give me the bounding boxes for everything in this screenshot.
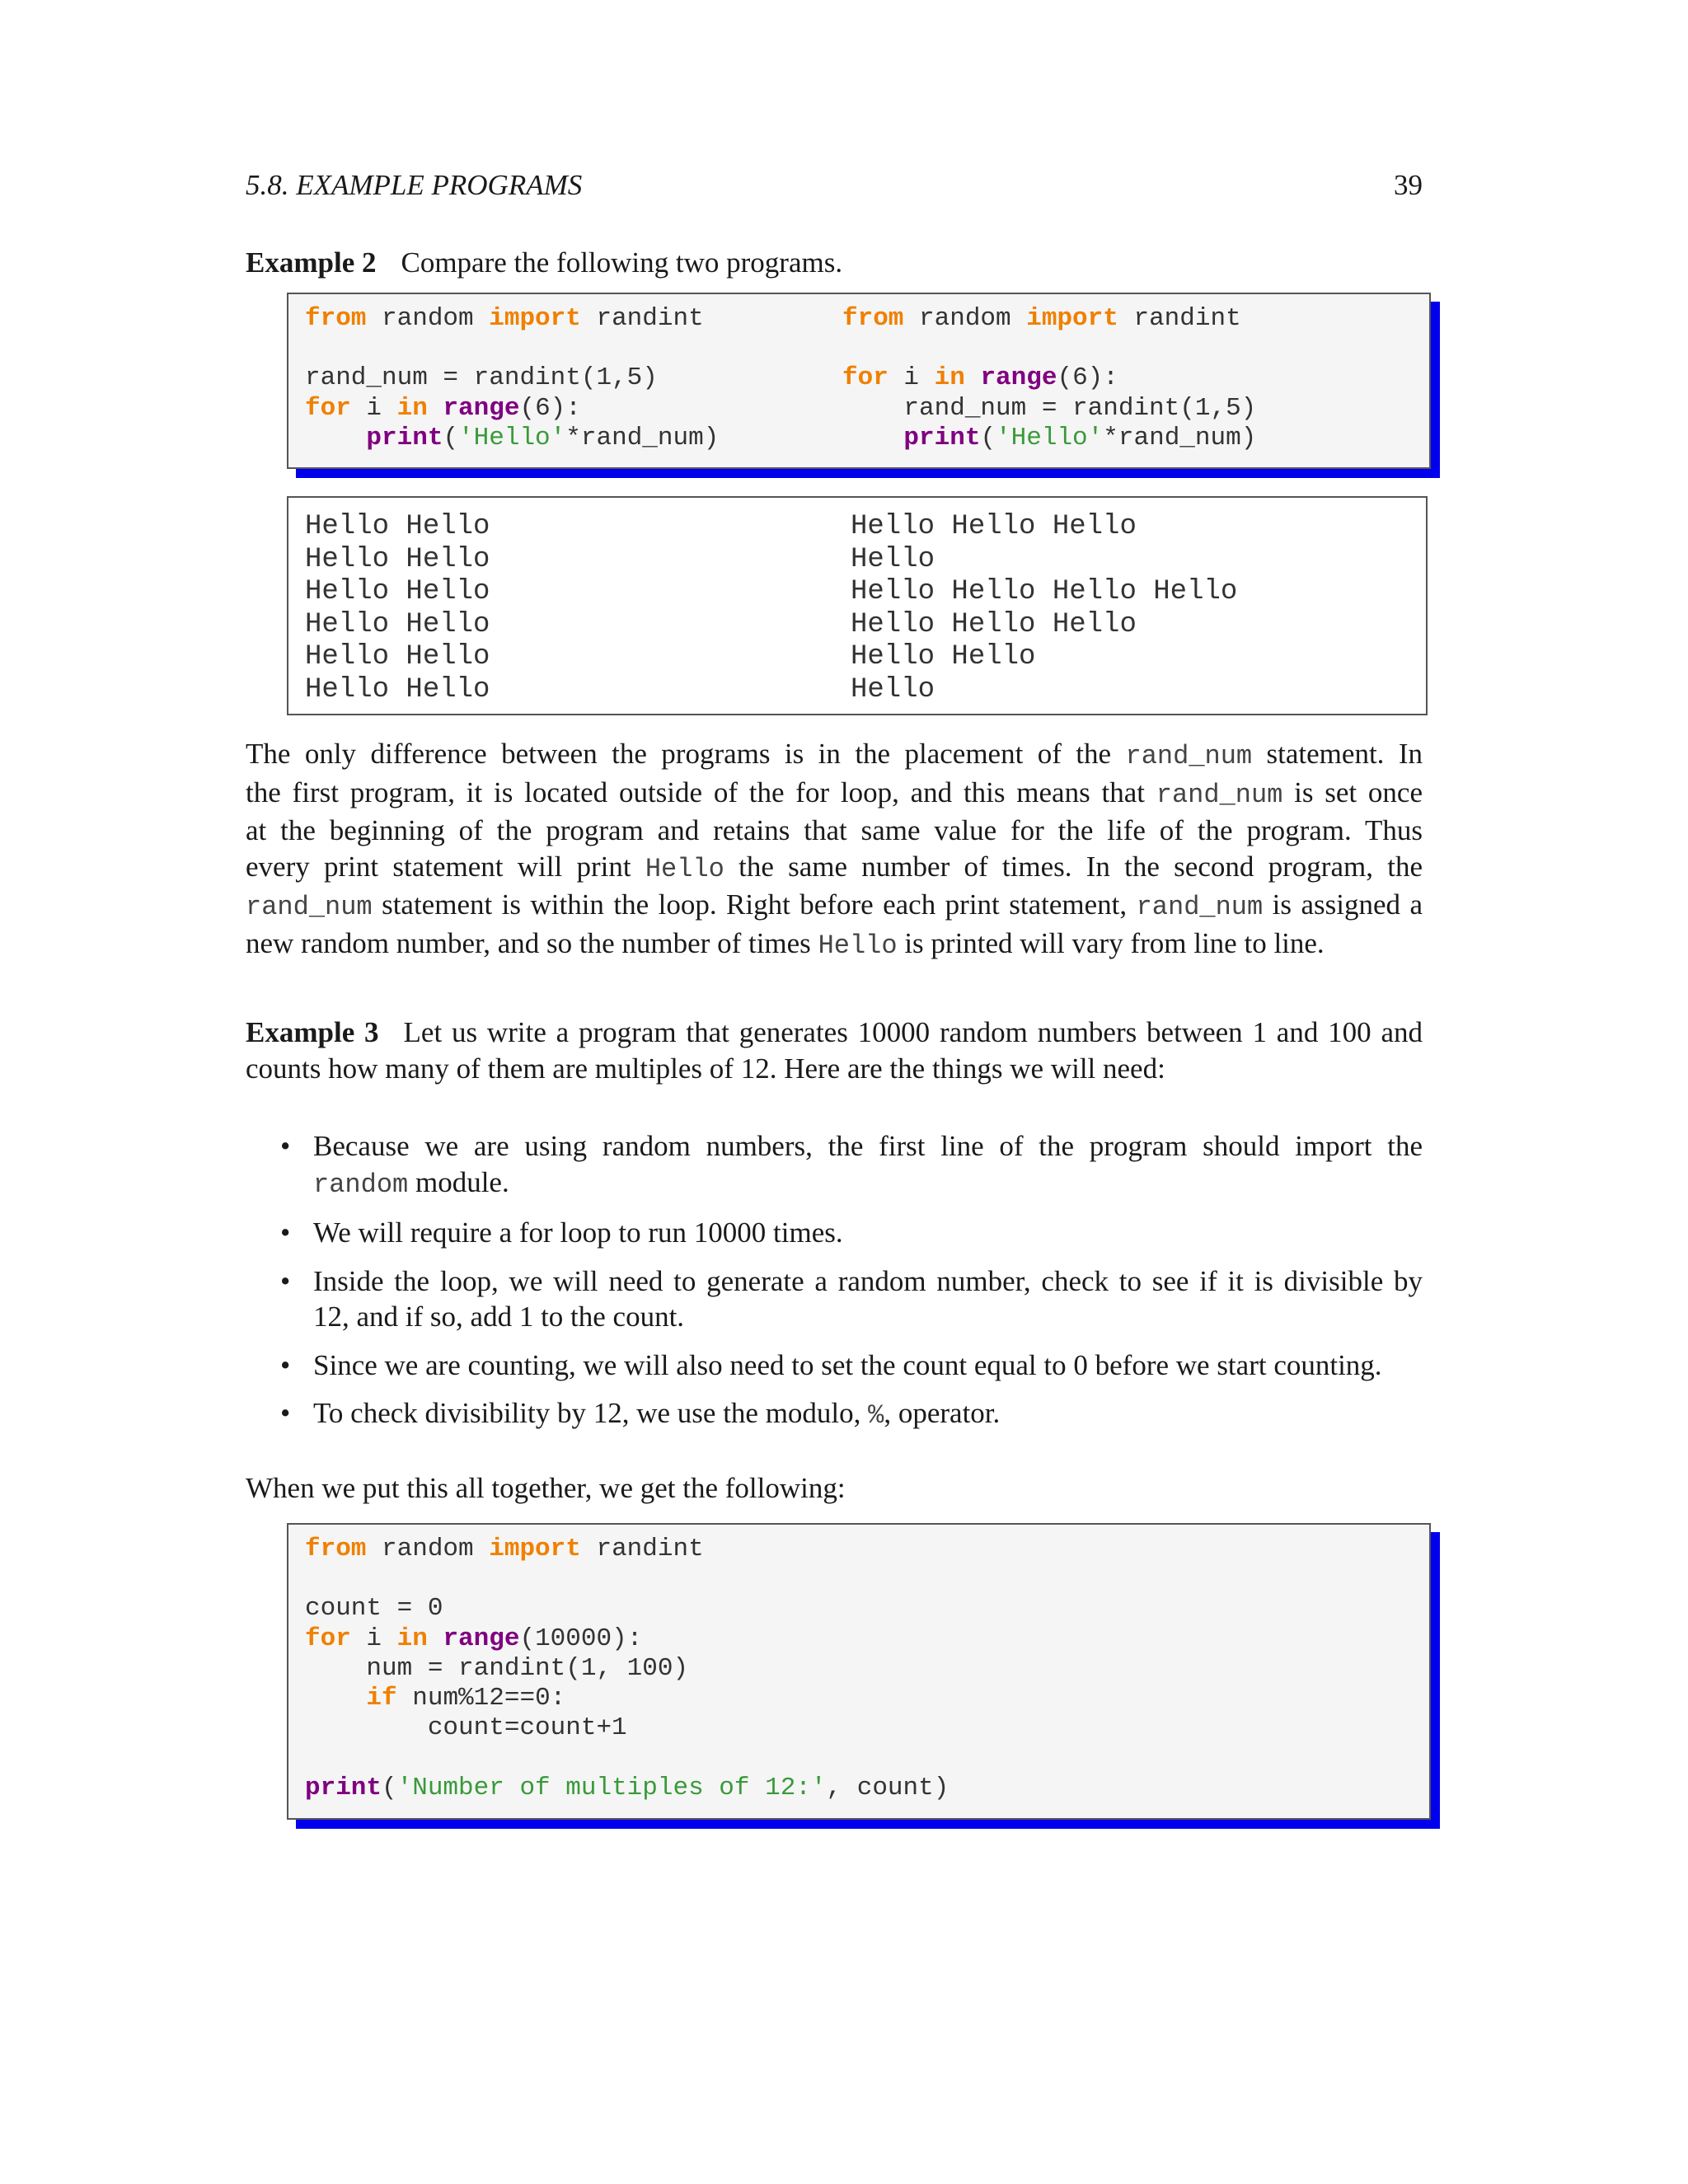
code-keyword: in: [396, 393, 428, 423]
text-run: the same number of times. In the second program, the: [724, 850, 1423, 883]
output-line: Hello Hello: [305, 673, 490, 705]
code-text: [842, 424, 903, 452]
code-text: *rand_num): [1103, 423, 1257, 452]
output-line: Hello Hello: [851, 641, 1036, 673]
text-run: The only difference between the programs is in the placement of the: [246, 738, 1126, 770]
code-keyword: for: [305, 1624, 351, 1653]
code-text: num = randint(1, 100): [305, 1653, 689, 1683]
text-run: is set once: [1282, 776, 1423, 808]
text-run: statement. In: [1252, 738, 1423, 770]
code-text: [428, 1624, 443, 1653]
code-string: 'Hello': [458, 423, 566, 452]
code-keyword: for: [842, 363, 889, 393]
text-line: [246, 736, 1423, 775]
code-text: , count): [826, 1773, 950, 1802]
code-text: *rand_num): [565, 423, 720, 452]
code-text: random: [366, 304, 490, 333]
text-line: [313, 1128, 1423, 1165]
list-item: [280, 1347, 1423, 1384]
output-line: Hello Hello: [305, 576, 490, 608]
example-2-output-box: [287, 496, 1428, 715]
output-line: Hello: [851, 673, 935, 705]
bullet-icon: •: [280, 1130, 291, 1162]
text-line: [313, 1395, 1423, 1434]
code-text: i: [350, 1624, 397, 1653]
code-listing-left: [305, 304, 719, 453]
inline-code: %: [868, 1400, 884, 1431]
list-item-text: [313, 1215, 1423, 1251]
output-line: Hello Hello Hello: [851, 608, 1137, 640]
text-line: [246, 926, 1423, 964]
text-run: Since we are counting, we will also need to set the count equal to 0 before we start counting.: [313, 1348, 1382, 1381]
text-run: statement is within the loop. Right before each print statement,: [372, 888, 1137, 921]
code-text: (6):: [519, 393, 581, 423]
text-run: Because we are using random numbers, the first line of the program should import the: [313, 1130, 1423, 1162]
code-keyword: in: [396, 1624, 428, 1653]
example-3-intro-line-2: counts how many of them are multiples of 12. Here are the things we will need:: [246, 1052, 1165, 1085]
inline-code: rand_num: [1136, 892, 1264, 922]
output-line: Hello Hello: [305, 543, 490, 575]
example-2-intro: Compare the following two programs.: [401, 246, 843, 279]
code-text: [428, 394, 443, 423]
example-2-heading: [246, 245, 1423, 281]
code-keyword: from: [305, 304, 367, 333]
page-number: 39: [1394, 169, 1423, 201]
code-builtin: print: [305, 1773, 382, 1802]
list-item-text: [313, 1263, 1423, 1335]
code-string: 'Number of multiples of 12:': [396, 1773, 827, 1802]
text-run: new random number, and so the number of times: [246, 926, 818, 959]
text-line: [313, 1347, 1423, 1384]
bullet-icon: •: [280, 1216, 291, 1249]
output-line: Hello Hello: [305, 641, 490, 673]
text-line: [313, 1165, 1423, 1203]
code-text: randint: [580, 304, 704, 333]
text-run: Inside the loop, we will need to generate a random number, check to see if it is divisible by: [313, 1264, 1423, 1297]
text-run: To check divisibility by 12, we use the modulo,: [313, 1397, 869, 1429]
code-builtin: print: [903, 423, 981, 452]
list-item: [280, 1263, 1423, 1335]
list-item: [280, 1128, 1423, 1202]
text-run: every print statement will print: [246, 850, 645, 883]
code-keyword: import: [1026, 304, 1118, 333]
code-text: count=count+1: [305, 1713, 627, 1743]
code-text: [305, 424, 366, 452]
code-text: random: [903, 304, 1027, 333]
example-3-intro: [246, 1015, 1423, 1086]
code-text: randint: [1118, 304, 1241, 333]
text-line: [246, 813, 1423, 849]
example-2-code-box: [287, 293, 1431, 469]
code-string: 'Hello': [996, 423, 1104, 452]
code-keyword: import: [489, 1535, 581, 1563]
text-line: [313, 1263, 1423, 1300]
text-line: [246, 887, 1423, 926]
text-line: [313, 1215, 1423, 1251]
code-text: (6):: [1057, 363, 1118, 393]
code-keyword: from: [305, 1535, 367, 1563]
running-header: [246, 169, 1423, 205]
text-run: module.: [408, 1165, 509, 1198]
text-run: We will require a for loop to run 10000 times.: [313, 1216, 843, 1249]
output-line: Hello: [851, 543, 935, 575]
requirements-list: [280, 1128, 1423, 1446]
list-item-text: [313, 1128, 1423, 1202]
code-listing-example-3: [305, 1535, 949, 1803]
list-item: [280, 1395, 1423, 1434]
bullet-icon: •: [280, 1397, 291, 1429]
code-text: (: [443, 423, 459, 452]
inline-code: rand_num: [246, 892, 373, 922]
inline-code: Hello: [645, 853, 724, 884]
output-line: Hello Hello Hello Hello: [851, 576, 1238, 608]
text-run: 12, and if so, add 1 to the count.: [313, 1301, 685, 1333]
bullet-icon: •: [280, 1348, 291, 1381]
list-item-text: [313, 1347, 1423, 1384]
code-text: (: [980, 423, 996, 452]
code-builtin: range: [443, 1624, 520, 1653]
inline-code: random: [313, 1169, 409, 1200]
text-line: [246, 775, 1423, 813]
example-3-closing: When we put this all together, we get the following:: [246, 1472, 846, 1504]
text-run: is printed will vary from line to line.: [897, 926, 1325, 959]
code-text: count = 0: [305, 1594, 443, 1624]
code-text: (10000):: [519, 1624, 643, 1653]
output-right: [851, 511, 1237, 707]
code-text: rand_num = randint(1,5): [305, 363, 658, 393]
output-line: Hello Hello: [305, 511, 490, 542]
code-text: rand_num = randint(1,5): [842, 393, 1257, 423]
list-item-text: [313, 1395, 1423, 1434]
text-run: is assigned a: [1263, 888, 1423, 921]
code-text: num%12==0:: [396, 1684, 566, 1713]
output-left: [305, 511, 490, 707]
code-text: (: [382, 1773, 397, 1802]
text-run: at the beginning of the program and retains that same value for the life of the program. Thus: [246, 814, 1423, 846]
code-builtin: range: [980, 363, 1057, 393]
text-run: , operator.: [884, 1397, 1001, 1429]
code-listing-right: [842, 304, 1256, 453]
code-keyword: if: [366, 1684, 397, 1713]
code-text: [965, 363, 981, 392]
code-text: randint: [580, 1535, 704, 1563]
bullet-icon: •: [280, 1264, 291, 1297]
output-line: Hello Hello: [305, 608, 490, 640]
inline-code: Hello: [818, 930, 898, 961]
code-builtin: print: [366, 423, 443, 452]
text-line: [246, 849, 1423, 888]
output-line: Hello Hello Hello: [851, 511, 1137, 542]
code-text: i: [350, 393, 397, 423]
code-builtin: range: [443, 393, 520, 423]
code-text: i: [888, 363, 935, 393]
example-2-explanation: [246, 736, 1423, 963]
inline-code: rand_num: [1156, 779, 1283, 810]
example-2-label: Example 2: [246, 246, 377, 279]
list-item: [280, 1215, 1423, 1251]
code-text: [305, 1684, 366, 1713]
inline-code: rand_num: [1125, 741, 1253, 771]
example-3-intro-line-1: Let us write a program that generates 10000 random numbers between 1 and 100 and: [403, 1016, 1423, 1048]
section-title: 5.8. EXAMPLE PROGRAMS: [246, 169, 583, 201]
code-keyword: import: [489, 304, 581, 333]
example-3-label: Example 3: [246, 1016, 379, 1048]
code-keyword: for: [305, 393, 351, 423]
code-keyword: from: [842, 304, 904, 333]
text-run: the first program, it is located outside of the for loop, and this means that: [246, 776, 1156, 808]
example-3-code-box: [287, 1523, 1431, 1820]
code-keyword: in: [934, 363, 965, 393]
text-line: [313, 1299, 1423, 1335]
code-text: random: [366, 1535, 490, 1563]
